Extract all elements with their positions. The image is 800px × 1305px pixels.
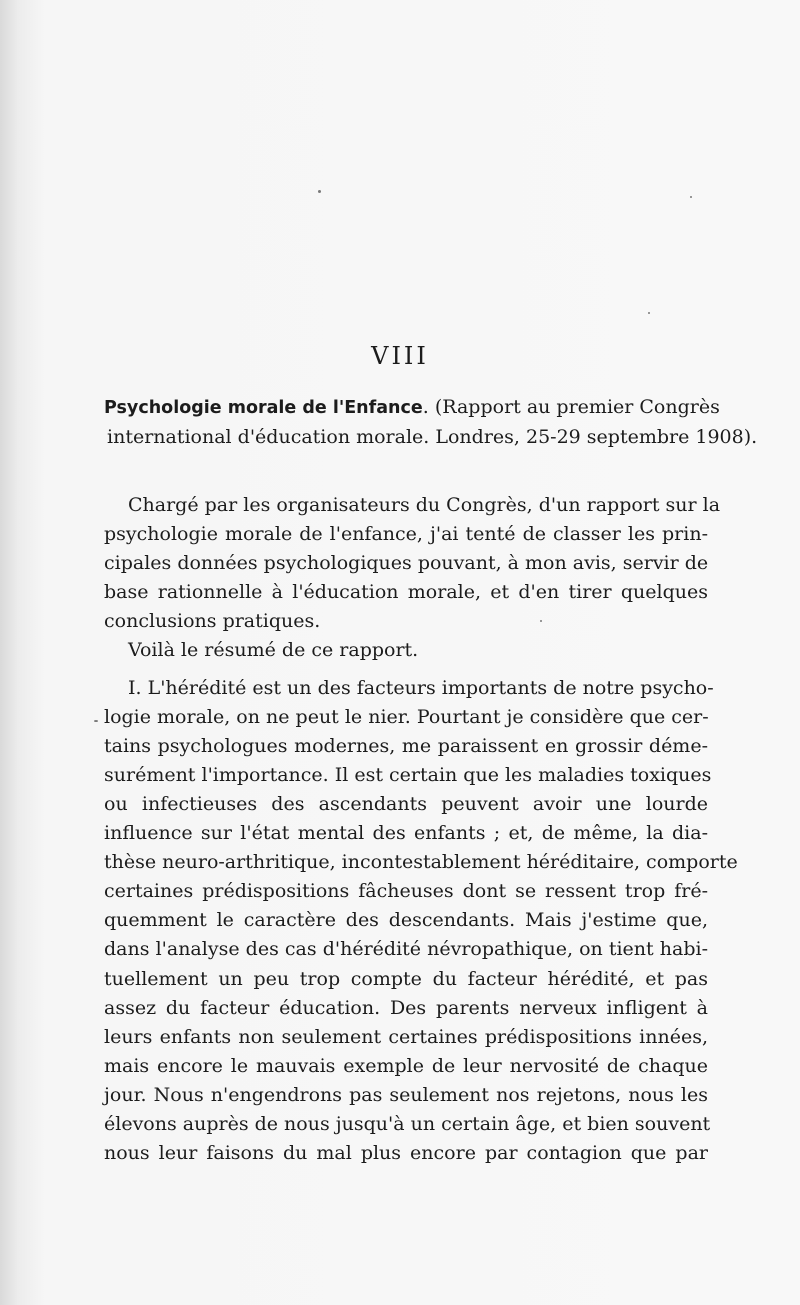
text-line: jour. Nous n'engendrons pas seulement nos rejetons, nous les (104, 1083, 708, 1106)
chapter-number: VIII (371, 342, 429, 370)
chapter-heading (104, 393, 758, 452)
text-line: thèse neuro-arthritique, incontestablement héréditaire, comporte (104, 851, 738, 874)
paper-speck (540, 620, 542, 622)
paragraph-heredity (104, 674, 738, 1169)
text-line: dans l'analyse des cas d'hérédité névropathique, on tient habi- (104, 938, 708, 961)
text-line: conclusions pratiques. (104, 610, 321, 633)
text-line: assez du facteur éducation. Des parents nerveux infligent à (104, 996, 708, 1019)
paper-speck (690, 196, 692, 198)
text-line: tuellement un peu trop compte du facteur hérédité, et pas (104, 967, 708, 990)
text-line: leurs enfants non seulement certaines prédispositions innées, (104, 1025, 708, 1048)
text-line: cipales données psychologiques pouvant, à mon avis, servir de (104, 552, 709, 575)
heading-subtitle-start: . (Rapport au premier Congrès (422, 396, 720, 418)
text-line: Voilà le résumé de ce rapport. (128, 639, 419, 662)
paragraph-summary (104, 636, 708, 665)
text-line: base rationnelle à l'éducation morale, et d'en tirer quelques (104, 581, 708, 604)
text-line: surément l'importance. Il est certain que les maladies toxiques (104, 763, 712, 786)
heading-line-1 (104, 393, 720, 423)
text-line: quemment le caractère des descendants. Mais j'estime que, (104, 909, 708, 932)
text-line: psychologie morale de l'enfance, j'ai tenté de classer les prin- (104, 523, 708, 546)
text-line: élevons auprès de nous jusqu'à un certain âge, et bien souvent (104, 1112, 711, 1135)
body-text (104, 491, 738, 1168)
text-line: tains psychologues modernes, me paraissent en grossir démе- (104, 734, 708, 757)
text-line: nous leur faisons du mal plus encore par contagion que par (104, 1142, 708, 1165)
text-line: I. L'hérédité est un des facteurs importants de notre psycho- (128, 676, 714, 699)
text-line: ou infectieuses des ascendants peuvent avoir une lourde (104, 792, 708, 815)
heading-title: Psychologie morale de l'Enfance (104, 398, 423, 418)
paper-speck (94, 720, 98, 722)
paragraph-intro (104, 491, 721, 636)
text-line: influence sur l'état mental des enfants ; et, de même, la dia- (104, 822, 708, 845)
paper-speck (318, 190, 321, 193)
text-line: mais encore le mauvais exemple de leur nervosité de chaque (104, 1054, 708, 1077)
heading-line-2: international d'éducation morale. Londres, 25-29 septembre 1908). (107, 426, 758, 448)
text-line: logie morale, on ne peut le nier. Pourtant je considère que cer- (104, 705, 709, 728)
text-line: Chargé par les organisateurs du Congrès, d'un rapport sur la (128, 494, 721, 516)
paper-speck (648, 312, 650, 314)
text-line: certaines prédispositions fâcheuses dont se ressent trop fré- (104, 880, 708, 903)
